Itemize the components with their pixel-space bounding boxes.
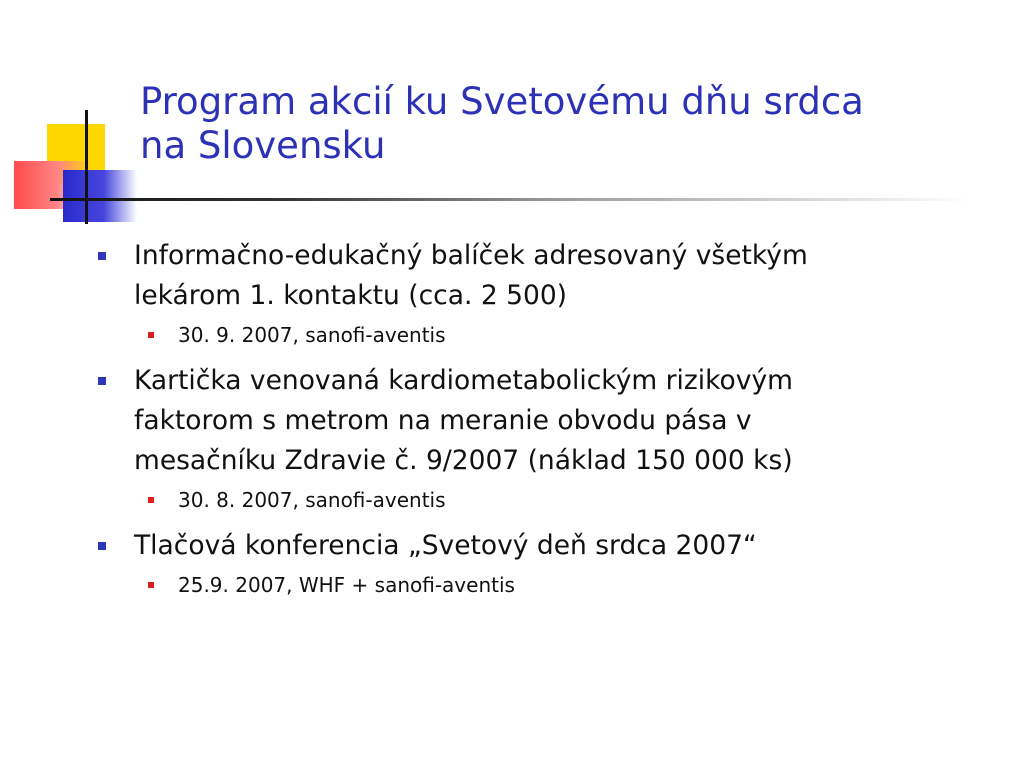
bullet-text-line: Informačno-edukačný balíček adresovaný všetkým [134, 240, 808, 271]
bullet-text-line: Kartička venovaná kardiometabolickým rizikovým [134, 365, 793, 396]
sub-bullet-item [96, 568, 976, 602]
sub-bullet-square-icon [148, 582, 154, 588]
sub-bullet-text: 30. 8. 2007, sanofi-aventis [178, 488, 446, 512]
bullet-item [96, 361, 976, 481]
sub-bullet-item [96, 483, 976, 517]
sub-bullet-text: 25.9. 2007, WHF + sanofi-aventis [178, 573, 515, 597]
bullet-text-line: Tlačová konferencia „Svetový deň srdca 2007“ [134, 530, 757, 561]
bullet-text-line: faktorom s metrom na meranie obvodu pása v [134, 405, 752, 436]
bullet-square-icon [98, 542, 106, 550]
sub-bullet-square-icon [148, 497, 154, 503]
bullet-item [96, 236, 976, 316]
title-divider [50, 198, 970, 201]
bullet-item [96, 526, 976, 566]
title-line-2: na Slovensku [140, 124, 386, 167]
slide-title [140, 80, 1000, 168]
sub-bullet-square-icon [148, 332, 154, 338]
sub-bullet-text: 30. 9. 2007, sanofi-aventis [178, 323, 446, 347]
sub-bullet-item [96, 318, 976, 352]
logo-blue-square [63, 170, 137, 222]
logo-vertical-line [85, 110, 88, 224]
bullet-text-line: lekárom 1. kontaktu (cca. 2 500) [134, 280, 568, 311]
bullet-square-icon [98, 377, 106, 385]
bullet-list [96, 236, 976, 611]
bullet-text-line: mesačníku Zdravie č. 9/2007 (náklad 150 000 ks) [134, 445, 793, 476]
title-line-1: Program akcií ku Svetovému dňu srdca [140, 80, 864, 123]
bullet-square-icon [98, 252, 106, 260]
